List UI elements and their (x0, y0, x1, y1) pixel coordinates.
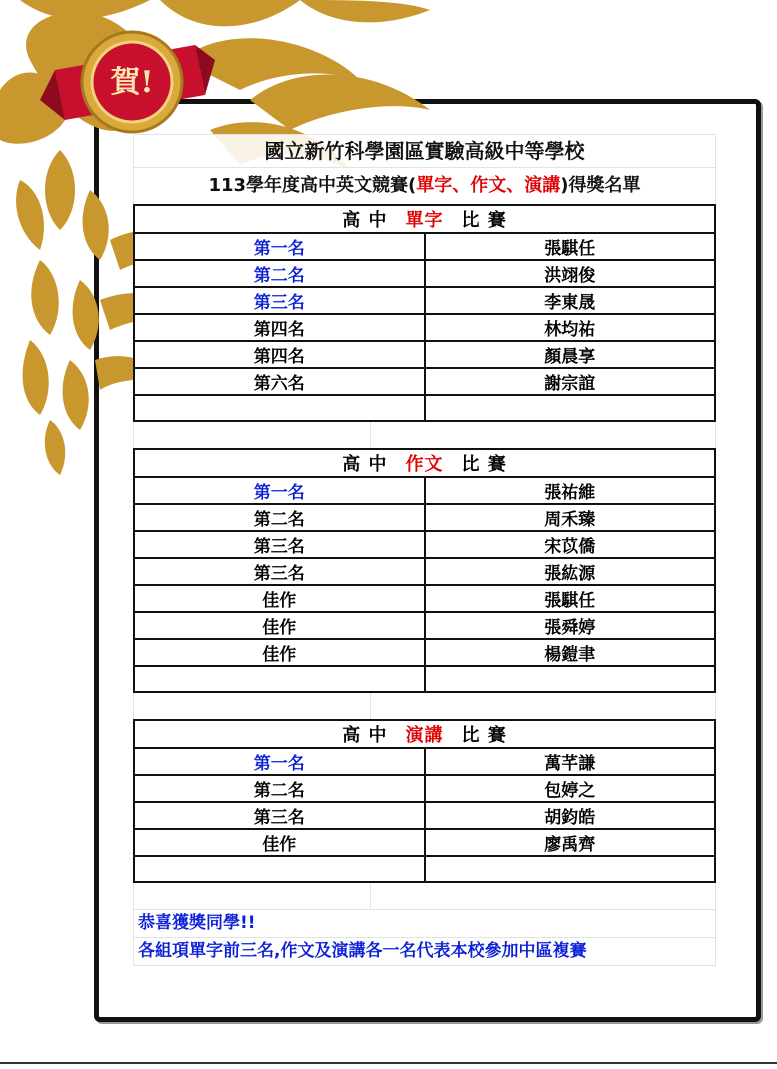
winner-name-cell: 廖禹齊 (425, 829, 716, 856)
table-row (134, 585, 715, 612)
winner-name-cell: 張舜婷 (425, 612, 716, 639)
table-row (134, 341, 715, 368)
winner-name-cell: 萬芊謙 (425, 748, 716, 775)
rank-cell: 第一名 (134, 748, 425, 775)
table-row (134, 477, 715, 504)
winner-name-cell: 張祐維 (425, 477, 716, 504)
rank-cell: 第一名 (134, 477, 425, 504)
section-prefix: 高 中 (342, 454, 388, 475)
rank-cell: 第六名 (134, 368, 425, 395)
rank-cell: 第一名 (134, 233, 425, 260)
subtitle-categories: 單字、作文、演講 (416, 175, 561, 196)
table-row (134, 531, 715, 558)
winner-name-cell: 李東晟 (425, 287, 716, 314)
rank-cell (134, 666, 425, 692)
section-spacer (133, 422, 716, 448)
award-sheet (133, 134, 716, 966)
award-table (133, 204, 716, 422)
rank-cell: 第四名 (134, 341, 425, 368)
section-suffix: 比 賽 (461, 210, 507, 231)
table-row (134, 260, 715, 287)
rank-cell: 第二名 (134, 260, 425, 287)
rank-cell: 第三名 (134, 287, 425, 314)
table-row (134, 395, 715, 421)
winner-name-cell: 胡鈞皓 (425, 802, 716, 829)
winner-name-cell: 顏晨享 (425, 341, 716, 368)
school-title: 國立新竹科學園區實驗高級中等學校 (133, 134, 716, 167)
section-spacer (133, 693, 716, 719)
winner-name-cell: 包婷之 (425, 775, 716, 802)
table-row (134, 612, 715, 639)
section-suffix: 比 賽 (461, 725, 507, 746)
table-row (134, 775, 715, 802)
table-row (134, 639, 715, 666)
winner-name-cell: 林均祐 (425, 314, 716, 341)
table-row (134, 666, 715, 692)
winner-name-cell: 張騏任 (425, 233, 716, 260)
section-prefix: 高 中 (342, 210, 388, 231)
winner-name-cell: 張騏任 (425, 585, 716, 612)
section-category: 演講 (405, 725, 444, 746)
winner-name-cell (425, 856, 716, 882)
winner-name-cell: 謝宗誼 (425, 368, 716, 395)
award-table (133, 448, 716, 693)
rank-cell: 第四名 (134, 314, 425, 341)
table-row (134, 856, 715, 882)
award-table (133, 719, 716, 883)
congrats-badge: 賀! (110, 65, 154, 100)
section-heading (134, 205, 715, 233)
winner-name-cell: 洪翊俊 (425, 260, 716, 287)
section-category: 單字 (405, 210, 444, 231)
rank-cell: 第二名 (134, 775, 425, 802)
table-row (134, 314, 715, 341)
rank-cell (134, 856, 425, 882)
section-spacer (133, 883, 716, 909)
winner-name-cell (425, 666, 716, 692)
winner-name-cell: 宋苡僑 (425, 531, 716, 558)
list-subtitle (133, 167, 716, 204)
section-prefix: 高 中 (342, 725, 388, 746)
winner-name-cell (425, 395, 716, 421)
rank-cell: 佳作 (134, 639, 425, 666)
section-suffix: 比 賽 (461, 454, 507, 475)
table-row (134, 829, 715, 856)
rank-cell: 佳作 (134, 829, 425, 856)
rank-cell: 佳作 (134, 612, 425, 639)
table-row (134, 802, 715, 829)
rank-cell: 第三名 (134, 531, 425, 558)
rank-cell: 第二名 (134, 504, 425, 531)
subtitle-prefix: 113學年度高中英文競賽( (208, 175, 417, 196)
winner-name-cell: 楊鎧聿 (425, 639, 716, 666)
table-row (134, 287, 715, 314)
winner-name-cell: 周禾臻 (425, 504, 716, 531)
table-row (134, 368, 715, 395)
section-heading (134, 449, 715, 477)
bottom-divider (0, 1062, 777, 1064)
section-category: 作文 (405, 454, 444, 475)
winner-name-cell: 張紘源 (425, 558, 716, 585)
section-heading (134, 720, 715, 748)
table-row (134, 504, 715, 531)
table-row (134, 748, 715, 775)
rank-cell: 第三名 (134, 558, 425, 585)
congrats-text: 恭喜獲獎同學!! (133, 909, 716, 938)
rank-cell: 佳作 (134, 585, 425, 612)
rank-cell: 第三名 (134, 802, 425, 829)
rank-cell (134, 395, 425, 421)
table-row (134, 558, 715, 585)
table-row (134, 233, 715, 260)
subtitle-suffix: )得獎名單 (560, 175, 641, 196)
sections-container (133, 204, 716, 909)
qualification-note: 各組項單字前三名,作文及演講各一名代表本校參加中區複賽 (133, 938, 716, 966)
